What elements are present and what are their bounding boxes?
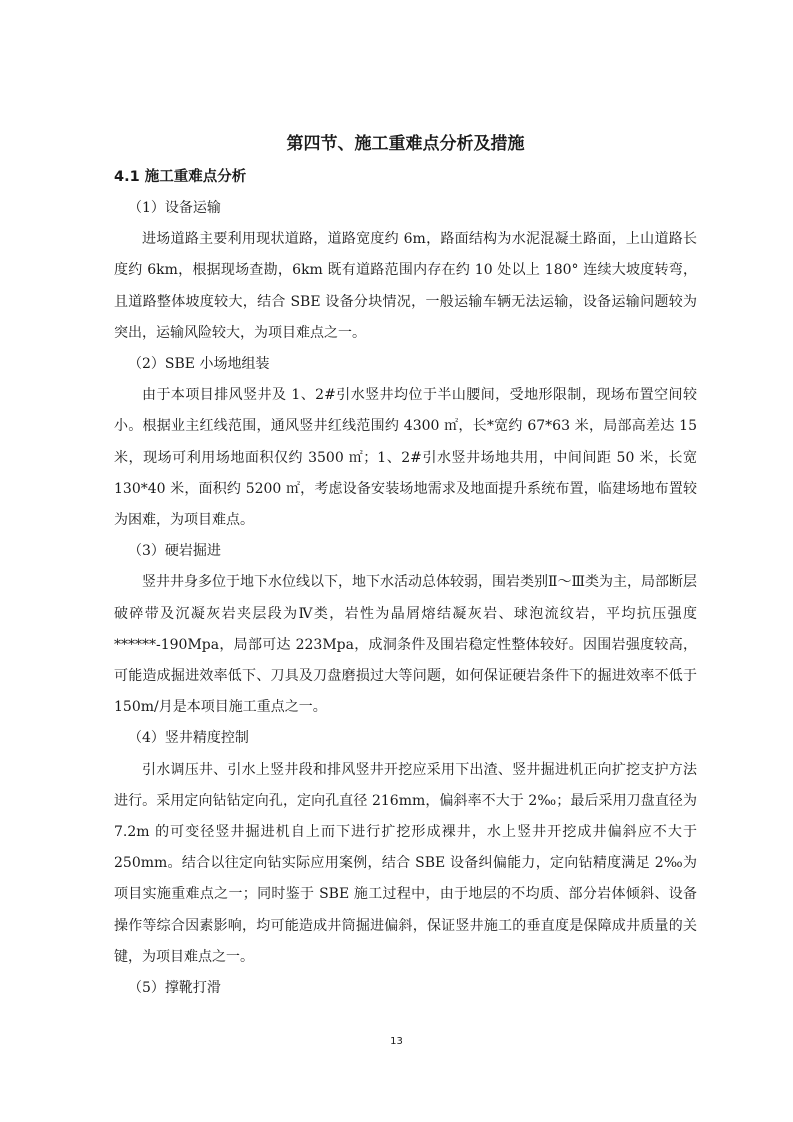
section-title: 第四节、施工重难点分析及措施: [286, 134, 525, 154]
item-heading-hard-rock: （3）硬岩掘进: [128, 543, 221, 560]
page-number: 13: [390, 1036, 403, 1047]
item-paragraph-hard-rock: 竖井井身多位于地下水位线以下，地下水活动总体较弱，围岩类别Ⅱ～Ⅲ类为主，局部断层破碎带及沉凝灰岩夹层段为Ⅳ类，岩性为晶屑熔结凝灰岩、球泡流纹岩，平均抗压强度******-190Mpa，局部可达 223Mpa，成洞条件及围岩稳定性整体较好。因围岩强度较高，可能造成掘进效率低下、刀具及刀盘磨损过大等问题，如何保证硬岩条件下的掘进效率不低于 150m/月是本项目施工重点之一。: [114, 574, 698, 716]
document-page: [114, 127, 697, 1004]
item-heading-gripper-slip: （5）撑靴打滑: [128, 980, 221, 997]
subsection-title: 4.1 施工重难点分析: [114, 169, 247, 185]
item-paragraph-equipment-transport: 进场道路主要利用现状道路，道路宽度约 6m，路面结构为水泥混凝土路面，上山道路长度约 6km，根据现场查勘，6km 既有道路范围内存在约 10 处以上 180° 连续大坡度转弯，且道路整体坡度较大，结合 SBE 设备分块情况，一般运输车辆无法运输，设备运输问题较为突出，运输风险较大，为项目难点之一。: [114, 231, 697, 341]
item-heading-equipment-transport: （1）设备运输: [128, 200, 221, 216]
item-paragraph-precision-control: 引水调压井、引水上竖井段和排风竖井开挖应采用下出渣、竖井掘进机正向扩挖支护方法进行。采用定向钻钻定向孔，定向孔直径 216mm，偏斜率不大于 2‰；最后采用刀盘直径为 7.2m 的可变径竖井掘进机自上而下进行扩挖形成裸井，水上竖井开挖成井偏斜应不大于 250mm。结合以往定向钻实际应用案例，结合 SBE 设备纠偏能力，定向钻精度满足 2‰为项目实施重难点之一；同时鉴于 SBE 施工过程中，由于地层的不均质、部分岩体倾斜、设备操作等综合因素影响，均可能造成井筒掘进偏斜，保证竖井施工的垂直度是保障成井质量的关键，为项目难点之一。: [114, 761, 697, 965]
item-paragraph-sbe-assembly: 由于本项目排风竖井及 1、2#引水竖井均位于半山腰间，受地形限制，现场布置空间较小。根据业主红线范围，通风竖井红线范围约 4300 ㎡，长*宽约 67*63 米，局部高差达 15 米，现场可利用场地面积仅约 3500 ㎡；1、2#引水竖井场地共用，中间间距 50 米，长宽 130*40 米，面积约 5200 ㎡，考虑设备安装场地需求及地面提升系统布置，临建场地布置较为困难，为项目难点。: [114, 387, 697, 528]
item-heading-precision-control: （4）竖井精度控制: [128, 730, 249, 747]
item-heading-sbe-assembly: （2）SBE 小场地组装: [128, 356, 270, 372]
